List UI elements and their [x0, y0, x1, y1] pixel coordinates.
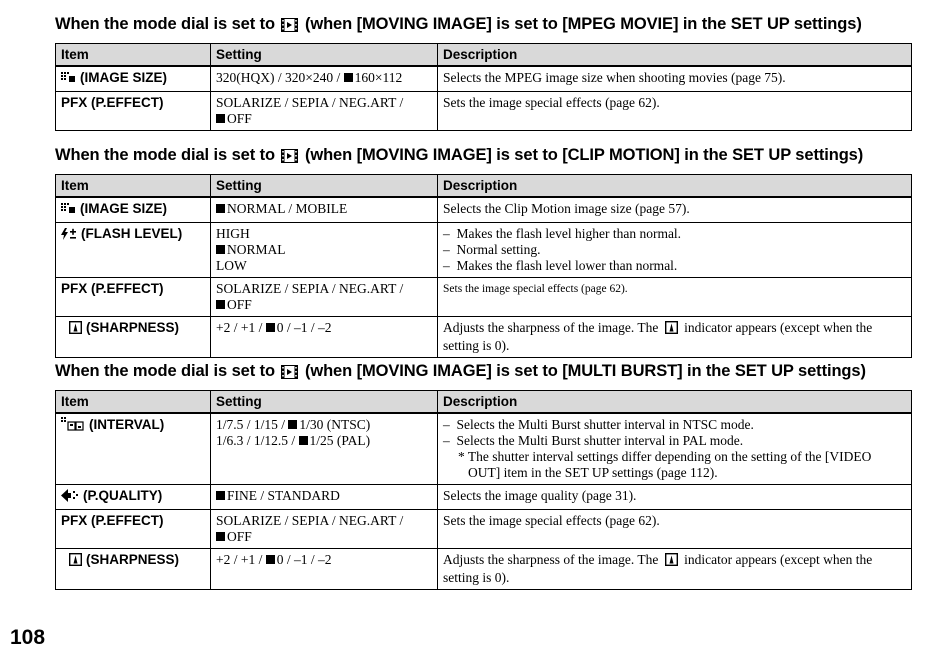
- table-row: [56, 223, 912, 278]
- footnote: * The shutter interval settings differ depending on the setting of the [VIDEO OUT] item in the SET UP settings (page 112).: [458, 449, 872, 480]
- picture-quality-icon: [61, 489, 79, 506]
- table-header-row: [56, 44, 912, 67]
- description-cell: Adjusts the sharpness of the image. The indicator appears (except when the setting is 0).: [438, 549, 912, 590]
- setting-cell: 320(HQX) / 320×240 / 160×112: [211, 66, 438, 92]
- item-cell: (SHARPNESS): [56, 317, 211, 358]
- default-marker-icon: [266, 555, 275, 564]
- item-cell: (IMAGE SIZE): [56, 197, 211, 223]
- column-header-setting: Setting: [211, 175, 438, 198]
- default-marker-icon: [344, 73, 353, 82]
- image-size-icon: [61, 72, 76, 88]
- column-header-setting: Setting: [211, 44, 438, 67]
- movie-mode-icon: [281, 364, 298, 384]
- item-cell: PFX (P.EFFECT): [56, 510, 211, 549]
- setting-cell: HIGH NORMAL LOW: [211, 223, 438, 278]
- interval-icon: [61, 417, 85, 435]
- column-header-item: Item: [56, 391, 211, 414]
- default-marker-icon: [216, 532, 225, 541]
- table-row: [56, 549, 912, 590]
- setting-cell: +2 / +1 / 0 / –1 / –2: [211, 317, 438, 358]
- flash-level-icon: [61, 228, 77, 244]
- movie-mode-icon: [281, 17, 298, 37]
- description-cell: Selects the MPEG image size when shooting movies (page 75).: [438, 66, 912, 92]
- table-row: [56, 413, 912, 485]
- table-row: [56, 317, 912, 358]
- table-row: [56, 278, 912, 317]
- default-marker-icon: [266, 323, 275, 332]
- setting-cell: SOLARIZE / SEPIA / NEG.ART / OFF: [211, 92, 438, 131]
- page-number: 108: [10, 626, 46, 649]
- description-cell: Adjusts the sharpness of the image. The indicator appears (except when the setting is 0).: [438, 317, 912, 358]
- section-multi-burst: [55, 361, 911, 590]
- table-row: [56, 66, 912, 92]
- item-cell: (IMAGE SIZE): [56, 66, 211, 92]
- description-cell: Selects the image quality (page 31).: [438, 485, 912, 510]
- setting-cell: FINE / STANDARD: [211, 485, 438, 510]
- description-cell: – Selects the Multi Burst shutter interval in NTSC mode. – Selects the Multi Burst shutter interval in PAL mode. * The shutter interval settings differ depending on the setting of the [VIDEO OUT] item in the SET UP settings (page 112).: [438, 413, 912, 485]
- settings-table: [55, 390, 912, 590]
- description-cell: Sets the image special effects (page 62).: [438, 278, 912, 317]
- sharpness-icon: [69, 321, 82, 338]
- section-heading: When the mode dial is set to (when [MOVING IMAGE] is set to [CLIP MOTION] in the SET UP settings): [55, 145, 911, 168]
- item-cell: PFX (P.EFFECT): [56, 92, 211, 131]
- column-header-setting: Setting: [211, 391, 438, 414]
- settings-table: [55, 43, 912, 131]
- table-row: [56, 197, 912, 223]
- column-header-description: Description: [438, 391, 912, 414]
- table-row: [56, 485, 912, 510]
- default-marker-icon: [216, 491, 225, 500]
- section-heading: When the mode dial is set to (when [MOVING IMAGE] is set to [MPEG MOVIE] in the SET UP settings): [55, 14, 911, 37]
- column-header-description: Description: [438, 44, 912, 67]
- setting-cell: SOLARIZE / SEPIA / NEG.ART / OFF: [211, 278, 438, 317]
- column-header-item: Item: [56, 44, 211, 67]
- sharpness-icon: [69, 553, 82, 570]
- item-cell: (INTERVAL): [56, 413, 211, 485]
- settings-table: [55, 174, 912, 358]
- table-row: [56, 510, 912, 549]
- setting-cell: SOLARIZE / SEPIA / NEG.ART / OFF: [211, 510, 438, 549]
- setting-cell: +2 / +1 / 0 / –1 / –2: [211, 549, 438, 590]
- setting-cell: 1/7.5 / 1/15 / 1/30 (NTSC) 1/6.3 / 1/12.5 / 1/25 (PAL): [211, 413, 438, 485]
- default-marker-icon: [216, 245, 225, 254]
- sharpness-icon: [665, 553, 678, 570]
- default-marker-icon: [299, 436, 308, 445]
- column-header-item: Item: [56, 175, 211, 198]
- item-cell: (FLASH LEVEL): [56, 223, 211, 278]
- item-cell: (P.QUALITY): [56, 485, 211, 510]
- table-row: [56, 92, 912, 131]
- description-cell: Selects the Clip Motion image size (page 57).: [438, 197, 912, 223]
- movie-mode-icon: [281, 148, 298, 168]
- table-header-row: [56, 175, 912, 198]
- description-cell: Sets the image special effects (page 62).: [438, 92, 912, 131]
- item-cell: PFX (P.EFFECT): [56, 278, 211, 317]
- image-size-icon: [61, 203, 76, 219]
- default-marker-icon: [216, 204, 225, 213]
- default-marker-icon: [216, 114, 225, 123]
- section-heading: When the mode dial is set to (when [MOVING IMAGE] is set to [MULTI BURST] in the SET UP settings): [55, 361, 911, 384]
- item-cell: (SHARPNESS): [56, 549, 211, 590]
- default-marker-icon: [288, 420, 297, 429]
- description-cell: – Makes the flash level higher than normal. – Normal setting. – Makes the flash level lower than normal.: [438, 223, 912, 278]
- section-mpeg-movie: [55, 14, 911, 131]
- sharpness-icon: [665, 321, 678, 338]
- description-cell: Sets the image special effects (page 62).: [438, 510, 912, 549]
- section-clip-motion: [55, 145, 911, 358]
- column-header-description: Description: [438, 175, 912, 198]
- default-marker-icon: [216, 300, 225, 309]
- setting-cell: NORMAL / MOBILE: [211, 197, 438, 223]
- table-header-row: [56, 391, 912, 414]
